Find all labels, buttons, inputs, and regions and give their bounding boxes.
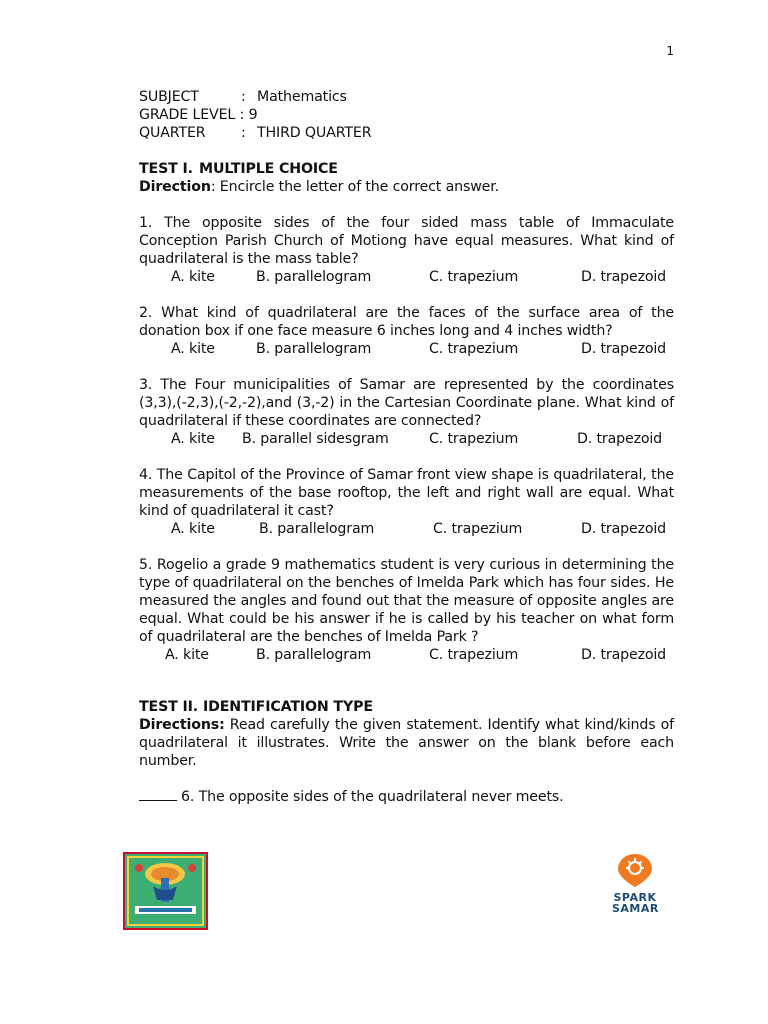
page-number: 1: [666, 44, 674, 58]
grade-row: [139, 106, 674, 124]
question-text: 3. The Four municipalities of Samar are represented by the coordinates (3,3),(-2,3),(-2,-2),and (3,-2) in the Cartesian Coordinate plane. What kind of quadrilateral if these coordinates are connected?: [139, 377, 674, 429]
question-1: [139, 214, 674, 286]
direction-text: : Encircle the letter of the correct answer.: [210, 179, 499, 195]
question-4: [139, 466, 674, 538]
answer-blank[interactable]: [139, 788, 177, 801]
choice-b: B. parallelogram: [259, 521, 375, 537]
choice-d: D. trapezoid: [581, 269, 667, 285]
document-content: [139, 88, 674, 806]
choices: [139, 268, 674, 286]
identification-item-6: [139, 788, 674, 806]
subject-row: [139, 88, 674, 106]
direction-label: Directions:: [139, 717, 225, 733]
quarter-row: [139, 124, 674, 142]
direction-label: Direction: [139, 179, 211, 195]
test1-title: MULTIPLE CHOICE: [199, 161, 338, 177]
choices: [139, 646, 674, 664]
question-text: 2. What kind of quadrilateral are the faces of the surface area of the donation box if one face measure 6 inches long and 4 inches width?: [139, 305, 674, 339]
separator: :: [241, 125, 246, 141]
test1-number: TEST I.: [139, 161, 193, 177]
grade-label: GRADE LEVEL :: [139, 107, 245, 123]
test2-number: TEST II.: [139, 699, 198, 715]
choices: [139, 430, 674, 448]
quarter-value: THIRD QUARTER: [257, 125, 372, 141]
choice-a: A. kite: [165, 647, 209, 663]
choice-c: C. trapezium: [429, 341, 519, 357]
choice-c: C. trapezium: [429, 431, 519, 447]
test1-direction: [139, 178, 674, 196]
question-text: 5. Rogelio a grade 9 mathematics student is very curious in determining the type of quadrilateral on the benches of Imelda Park which has four sides. He measured the angles and found out that the measure of opposite angles are equal. What could be his answer if he is called by his teacher on what form of quadrilateral are the benches of Imelda Park ?: [139, 557, 674, 645]
choice-a: A. kite: [171, 431, 215, 447]
test2-heading: [139, 698, 674, 716]
choice-d: D. trapezoid: [581, 341, 667, 357]
school-seal-logo: [123, 852, 208, 930]
spark-logo-line2: SAMAR: [612, 902, 659, 915]
question-5: [139, 556, 674, 664]
question-text: 4. The Capitol of the Province of Samar front view shape is quadrilateral, the measurements of the base rooftop, the left and right wall are equal. What kind of quadrilateral it cast?: [139, 467, 674, 519]
choice-b: B. parallelogram: [256, 269, 372, 285]
choice-d: D. trapezoid: [577, 431, 663, 447]
subject-value: Mathematics: [257, 89, 347, 105]
subject-label: SUBJECT: [139, 89, 199, 105]
question-2: [139, 304, 674, 358]
choice-a: A. kite: [171, 341, 215, 357]
spark-logo-line1: SPARK: [613, 891, 657, 904]
choices: [139, 340, 674, 358]
question-text: 1. The opposite sides of the four sided mass table of Immaculate Conception Parish Church of Motiong have equal measures. What kind of quadrilateral is the mass table?: [139, 215, 674, 267]
seal-graphic: [125, 854, 206, 928]
quarter-label: QUARTER: [139, 125, 206, 141]
choice-d: D. trapezoid: [581, 521, 667, 537]
spark-samar-logo: [612, 852, 658, 930]
choice-b: B. parallel sidesgram: [242, 431, 389, 447]
item-text: 6. The opposite sides of the quadrilateral never meets.: [181, 789, 564, 805]
separator: :: [241, 89, 246, 105]
choice-c: C. trapezium: [429, 269, 519, 285]
question-3: [139, 376, 674, 448]
test2-title: IDENTIFICATION TYPE: [203, 699, 373, 715]
spark-pin-icon: [612, 852, 658, 888]
choice-a: A. kite: [171, 521, 215, 537]
choice-b: B. parallelogram: [256, 341, 372, 357]
choice-d: D. trapezoid: [581, 647, 667, 663]
choices: [139, 520, 674, 538]
grade-value: 9: [248, 107, 258, 123]
choice-a: A. kite: [171, 269, 215, 285]
choice-c: C. trapezium: [429, 647, 519, 663]
test2-direction: [139, 716, 674, 770]
choice-c: C. trapezium: [433, 521, 523, 537]
choice-b: B. parallelogram: [256, 647, 372, 663]
direction-text: Read carefully the given statement. Identify what kind/kinds of quadrilateral it illustrates. Write the answer on the blank before each number.: [139, 717, 674, 769]
test1-heading: [139, 160, 674, 178]
